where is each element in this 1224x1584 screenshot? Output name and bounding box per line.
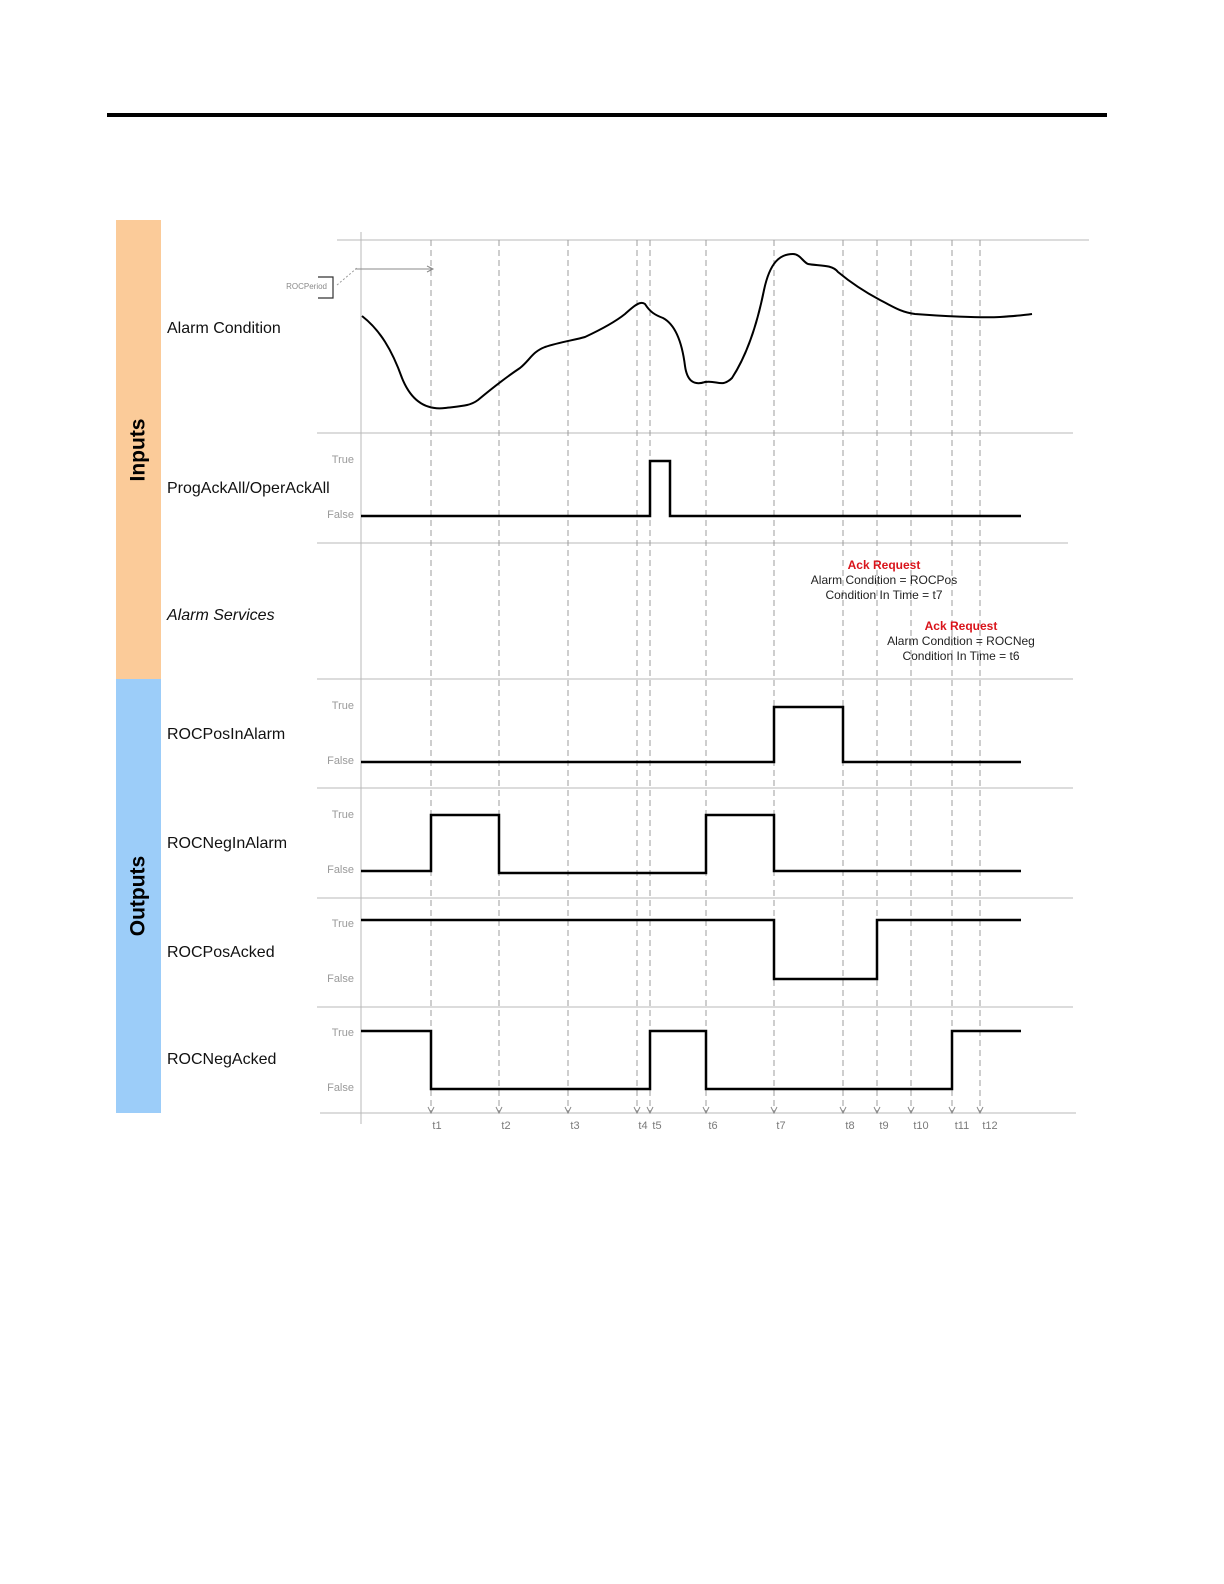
neg-alarm-true-label: True — [331, 809, 354, 821]
ack-request-1-title: Ack Request — [847, 558, 921, 572]
prog-ack-all-waveform — [361, 461, 1021, 516]
roc-pos-acked-label: ROCPosAcked — [167, 944, 275, 961]
time-label-t4: t4 — [638, 1120, 648, 1132]
time-label-t7: t7 — [776, 1120, 786, 1132]
ack-request-2-condition: Alarm Condition = ROCNeg — [887, 634, 1035, 648]
alarm-condition-label: Alarm Condition — [167, 320, 281, 337]
roc-neg-acked-waveform — [361, 1031, 1021, 1089]
time-label-t5: t5 — [652, 1120, 662, 1132]
roc-period-annotation — [286, 266, 433, 298]
neg-acked-true-label: True — [331, 1027, 354, 1039]
time-label-t3: t3 — [570, 1120, 580, 1132]
prog-false-label: False — [327, 509, 354, 521]
neg-acked-false-label: False — [327, 1082, 354, 1094]
time-label-t1: t1 — [432, 1120, 442, 1132]
ack-request-1-condition: Alarm Condition = ROCPos — [810, 573, 958, 587]
outputs-band-label: Outputs — [126, 855, 150, 937]
pos-acked-true-label: True — [331, 918, 354, 930]
time-label-t9: t9 — [879, 1120, 889, 1132]
time-label-t10: t10 — [913, 1120, 929, 1132]
ack-request-note-1 — [811, 558, 957, 602]
pos-acked-false-label: False — [327, 973, 354, 985]
pos-alarm-true-label: True — [331, 700, 354, 712]
prog-true-label: True — [331, 454, 354, 466]
time-label-t8: t8 — [845, 1120, 855, 1132]
ack-request-note-2 — [887, 619, 1035, 663]
inputs-band-label: Inputs — [126, 418, 150, 482]
ack-request-2-time: Condition In Time = t6 — [902, 649, 1020, 663]
alarm-services-label: Alarm Services — [167, 607, 275, 624]
roc-neg-acked-label: ROCNegAcked — [167, 1051, 277, 1068]
time-label-t12: t12 — [982, 1120, 998, 1132]
roc-pos-in-alarm-waveform — [361, 707, 1021, 762]
roc-pos-in-alarm-label: ROCPosInAlarm — [167, 726, 286, 743]
roc-neg-in-alarm-waveform — [361, 815, 1021, 873]
roc-pos-acked-waveform — [361, 920, 1021, 979]
time-mark-labels — [432, 1120, 997, 1132]
prog-ack-all-label: ProgAckAll/OperAckAll — [167, 480, 330, 497]
ack-request-1-time: Condition In Time = t7 — [825, 588, 943, 602]
time-label-t6: t6 — [708, 1120, 718, 1132]
roc-period-label: ROCPeriod — [286, 282, 327, 291]
time-label-t2: t2 — [501, 1120, 511, 1132]
alarm-condition-curve — [362, 254, 1032, 408]
roc-neg-in-alarm-label: ROCNegInAlarm — [167, 835, 288, 852]
pos-alarm-false-label: False — [327, 755, 354, 767]
ack-request-2-title: Ack Request — [924, 619, 998, 633]
time-label-t11: t11 — [954, 1120, 970, 1132]
neg-alarm-false-label: False — [327, 864, 354, 876]
time-mark-lines — [428, 240, 983, 1113]
